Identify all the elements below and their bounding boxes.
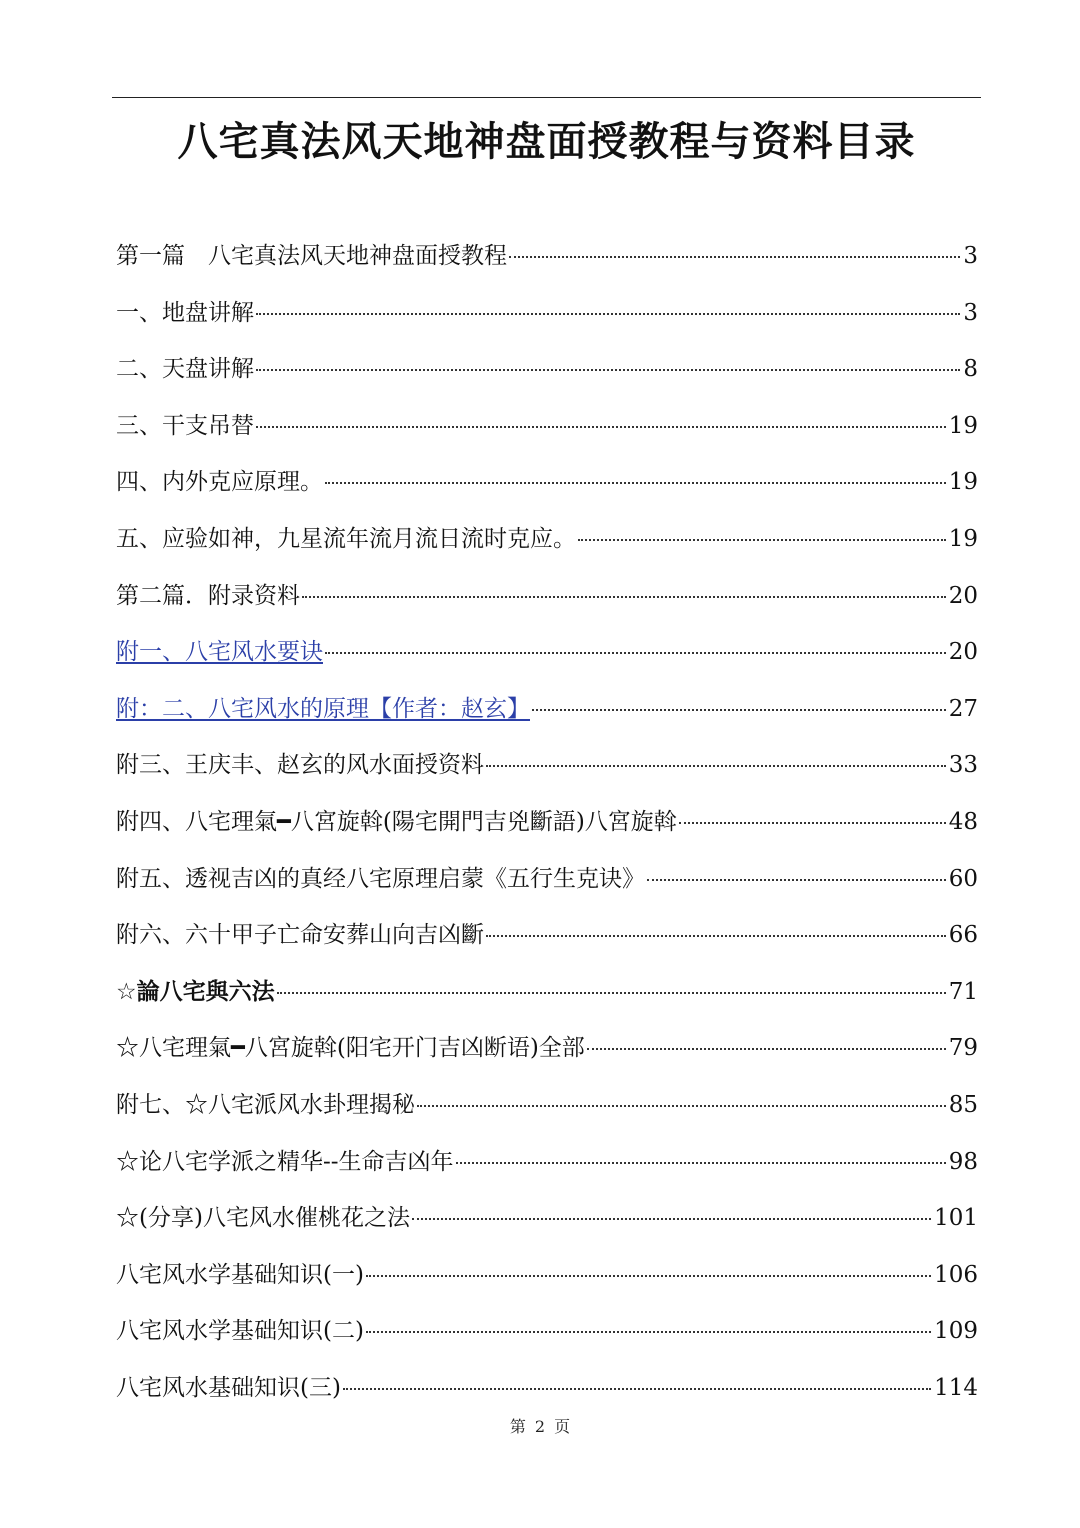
toc-page-number: 85 [948, 1091, 978, 1118]
dot-leader [256, 313, 960, 315]
toc-entry[interactable] [116, 909, 978, 966]
toc-entry[interactable] [116, 456, 978, 513]
dot-leader [256, 426, 946, 428]
dot-leader [256, 369, 960, 371]
toc-page-number: 33 [948, 752, 978, 779]
toc-page-number: 109 [934, 1318, 978, 1345]
toc-entry-title[interactable]: 第二篇．附录资料 [116, 582, 300, 609]
toc-entry[interactable] [116, 1079, 978, 1136]
document-title: 八宅真法风天地神盘面授教程与资料目录 [177, 119, 916, 165]
dot-leader [647, 879, 946, 881]
toc-entry[interactable] [116, 1192, 978, 1249]
toc-page-number: 19 [948, 469, 978, 496]
toc-entry-title[interactable]: 二、天盘讲解 [116, 356, 254, 383]
toc-entry-title[interactable]: ☆(分享)八宅风水催桃花之法 [116, 1205, 410, 1232]
toc-entry[interactable] [116, 739, 978, 796]
toc-entry[interactable] [116, 570, 978, 627]
toc-page-number: 48 [948, 808, 978, 835]
toc-page-number: 98 [948, 1148, 978, 1175]
toc-entry-title[interactable]: 四、内外克应原理。 [116, 469, 323, 496]
toc-entry[interactable] [116, 1249, 978, 1306]
dot-leader [325, 652, 946, 654]
toc-entry[interactable] [116, 400, 978, 457]
toc-page-number: 19 [948, 412, 978, 439]
toc-page-number: 79 [948, 1035, 978, 1062]
toc-page-number: 114 [934, 1374, 978, 1401]
toc-page-number: 20 [948, 582, 978, 609]
toc-entry-link[interactable] [116, 626, 978, 683]
toc-page-number: 101 [934, 1205, 978, 1232]
dot-leader [532, 709, 946, 711]
toc-entry-title[interactable]: 八宅风水基础知识(三) [116, 1374, 341, 1401]
toc-entry[interactable] [116, 1022, 978, 1079]
toc-entry-title[interactable]: 附七、☆八宅派风水卦理揭秘 [116, 1091, 415, 1118]
toc-entry-title[interactable]: 附三、王庆丰、赵玄的风水面授资料 [116, 752, 484, 779]
toc-entry-link[interactable] [116, 683, 978, 740]
toc-entry-title[interactable]: 三、干支吊替 [116, 412, 254, 439]
toc-entry[interactable] [116, 230, 978, 287]
toc-entry[interactable] [116, 513, 978, 570]
toc-page-number: 60 [948, 865, 978, 892]
toc-entry-title[interactable]: 第一篇 八宅真法风天地神盘面授教程 [116, 243, 507, 269]
toc-page-number: 3 [963, 299, 978, 326]
toc-entry-title[interactable]: ☆论八宅学派之精华--生命吉凶年 [116, 1148, 454, 1175]
toc-entry-title[interactable]: 八宅风水学基础知识(二) [116, 1318, 364, 1345]
dot-leader [486, 765, 946, 767]
dot-leader [366, 1331, 931, 1333]
toc-entry-title[interactable]: ☆論八宅與六法 [116, 978, 275, 1005]
dot-leader [302, 596, 946, 598]
toc-page-number: 106 [934, 1261, 978, 1288]
page-footer: 第 2 页 [509, 1417, 571, 1436]
dot-leader [343, 1388, 931, 1390]
toc-entry-title[interactable]: 附五、透视吉凶的真经八宅原理启蒙《五行生克诀》 [116, 865, 645, 892]
toc-entry-title[interactable]: 附六、六十甲子亡命安葬山向吉凶斷 [116, 922, 484, 949]
table-of-contents [116, 230, 978, 1418]
dot-leader [417, 1105, 946, 1107]
toc-page-number: 8 [963, 356, 978, 383]
dot-leader [277, 992, 946, 994]
dot-leader [587, 1048, 946, 1050]
dot-leader [412, 1218, 931, 1220]
toc-entry-title[interactable]: 一、地盘讲解 [116, 299, 254, 326]
toc-page-number: 27 [948, 695, 978, 722]
toc-page-number: 20 [948, 639, 978, 666]
dot-leader [366, 1275, 931, 1277]
toc-page-number: 19 [948, 525, 978, 552]
toc-page-number: 66 [948, 922, 978, 949]
dot-leader [679, 822, 946, 824]
toc-entry[interactable] [116, 1136, 978, 1193]
toc-entry-hyperlink[interactable]: 附一、八宅风水要诀 [116, 639, 323, 666]
toc-entry-title[interactable]: 八宅风水学基础知识(一) [116, 1261, 364, 1288]
header-rule [112, 97, 981, 98]
toc-entry[interactable] [116, 853, 978, 910]
dot-leader [456, 1162, 946, 1164]
toc-page-number: 3 [963, 243, 978, 269]
toc-entry[interactable] [116, 343, 978, 400]
toc-page-number: 71 [948, 978, 978, 1005]
dot-leader [486, 935, 946, 937]
toc-entry-bold[interactable] [116, 966, 978, 1023]
toc-entry-title[interactable]: 五、应验如神，九星流年流月流日流时克应。 [116, 525, 576, 552]
dot-leader [509, 256, 960, 258]
toc-entry[interactable] [116, 796, 978, 853]
toc-entry-hyperlink[interactable]: 附：二、八宅风水的原理【作者：赵玄】 [116, 695, 530, 722]
toc-entry-title[interactable]: 附四、八宅理氣━八宮旋斡(陽宅開門吉兇斷語)八宮旋斡 [116, 808, 677, 835]
toc-entry[interactable] [116, 287, 978, 344]
toc-entry[interactable] [116, 1362, 978, 1419]
toc-entry-title[interactable]: ☆八宅理氣━八宮旋斡(阳宅开门吉凶断语)全部 [116, 1035, 585, 1062]
dot-leader [578, 539, 946, 541]
dot-leader [325, 482, 946, 484]
toc-entry[interactable] [116, 1305, 978, 1362]
